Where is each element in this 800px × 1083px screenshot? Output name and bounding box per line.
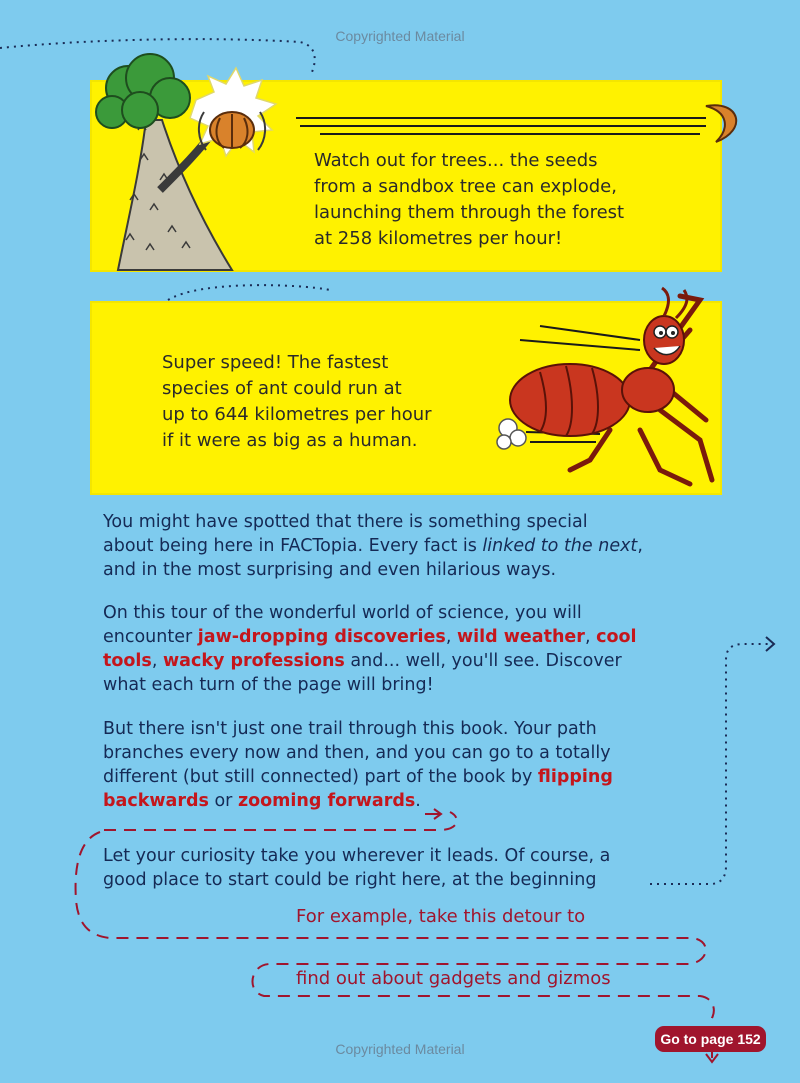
intro-paragraph [103,510,703,582]
paragraph-line: what each turn of the page will bring! [103,675,434,695]
paragraph-line: Let your curiosity take you wherever it leads. Of course, a [103,846,611,866]
caption-line: launching them through the forest [314,202,625,223]
paragraph-line: You might have spotted that there is something special [103,512,588,532]
flipping-backwards-text: flipping [537,767,613,787]
paragraph-line: good place to start could be right here, at the beginning [103,870,597,890]
detour-text-line2: find out about gadgets and gizmos [296,968,611,989]
zooming-forwards-text: zooming forwards [237,791,416,811]
caption-line: from a sandbox tree can explode, [314,176,617,197]
caption-line: at 258 kilometres per hour! [314,228,563,249]
topic-wacky-professions: wacky professions [162,651,345,671]
caption-line: Super speed! The fastest [162,352,389,373]
paragraph-line: On this tour of the wonderful world of science, you will [103,603,582,623]
paragraph-line: about being here in FACTopia. Every fact is linked to the next, [103,536,643,556]
go-to-page-button[interactable]: Go to page 152 [655,1026,766,1052]
paragraph-line: encounter jaw-dropping discoveries, wild weather, cool [103,627,637,647]
topic-jaw-dropping-discoveries: jaw-dropping discoveries [197,627,446,647]
curiosity-paragraph [103,844,703,892]
paragraph-line: and in the most surprising and even hilarious ways. [103,560,557,580]
topic-cool-tools-cont: tools [103,651,152,671]
detour-text-line1: For example, take this detour to [296,906,586,927]
caption-line: if it were as big as a human. [162,430,418,451]
paragraph-line: different (but still connected) part of the book by flipping [103,767,613,787]
flipping-backwards-text-cont: backwards [103,791,209,811]
paragraph-line: tools, wacky professions and... well, you'll see. Discover [103,651,622,671]
topic-cool-tools: cool [596,627,637,647]
copyright-watermark-bottom: Copyrighted Material [335,1041,465,1057]
trail-paragraph [103,717,703,813]
caption-line: species of ant could run at [162,378,402,399]
tour-paragraph [103,601,703,697]
copyright-watermark-top: Copyrighted Material [335,28,465,44]
paragraph-line: backwards or zooming forwards. [103,791,421,811]
emphasis-text: linked to the next [482,536,638,556]
paragraph-line: branches every now and then, and you can go to a totally [103,743,611,763]
caption-line: Watch out for trees... the seeds [314,150,598,171]
caption-line: up to 644 kilometres per hour [162,404,432,425]
ant-fact-caption [162,350,492,454]
topic-wild-weather: wild weather [456,627,585,647]
paragraph-line: But there isn't just one trail through this book. Your path [103,719,597,739]
